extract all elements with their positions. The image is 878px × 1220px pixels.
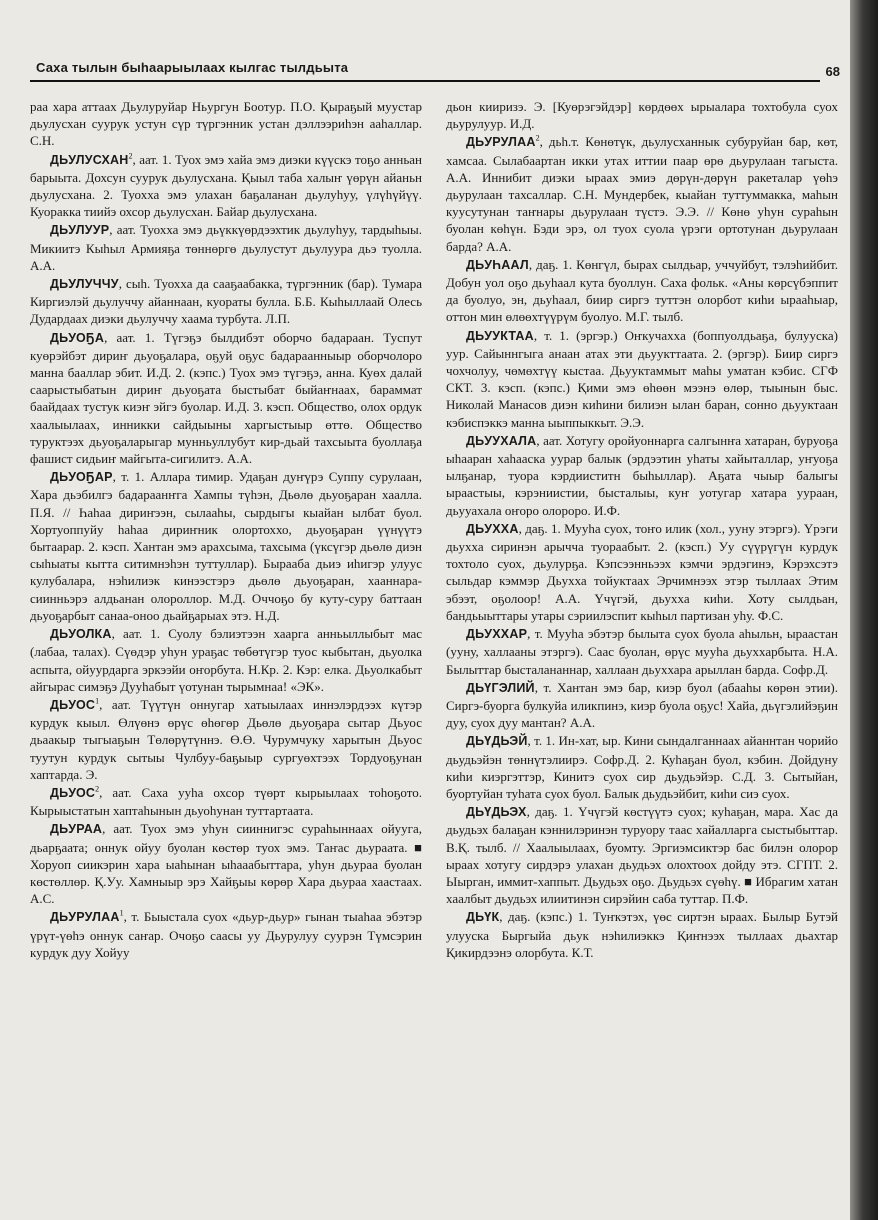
entry-text: , аат. Саха ууһа охсор түөрт кырыылаах тоһоҕото. Кырыыстатын хаптаһынын дьуоһунан туттартаата. [30,784,422,819]
entry-headword: ДЬУҺААЛ [466,257,529,272]
running-header [28,58,840,80]
dictionary-entry [30,468,422,624]
dictionary-entry [446,98,838,132]
dictionary-entry [30,98,422,150]
entry-headword: ДЬУРУЛАА [466,135,536,150]
homonym-number: 2 [535,134,540,144]
entry-text: , т. Хантан эмэ бар, киэр буол (абааһы көрөн этии). Сиргэ-буорга булкуйа иликпинэ, киэр буола оҕус! Хайа, дьүгэлийэҕин дуу, суох дуу мантан? А.А. [446,679,838,731]
entry-headword: ДЬҮК [466,910,500,925]
entry-text: , даҕ. 1. Мууһа суох, тоҥо илик (хол., ууну этэргэ). Үрэги дьухха сиринэн арычча туораабыт. 2. (кэсп.) Уу сүүрүгүн курдук тохтоло суох, дьулурҕа. Кэпсээнньээх кэмчи эрдэгинэ, Кэрэхсэтэ сыльдар кэммэр Дьухха тойуктаах Эрчимнээх этэр тыллаах Этим эбээт, оҕолоор! А.А. Үчүгэй, дьухха киһи. Хоту сылдьан, бандьыыттары утары сэриилэспит кыһыл партизан уһу. Ф.С. [446,520,838,623]
entry-headword: ДЬУОҔА [50,330,105,345]
entry-headword: ДЬУЛУЧЧУ [50,277,119,292]
entry-text: , даҕ. (кэпс.) 1. Туҥкэтэх, үөс сиртэн ырааx. Былыр Бутэй улууска Быргыйа дьук нэһилиэккэ Қиҥнээх тыллаах дьахтар Қикирдээнэ олорбута. К.Т. [446,909,838,960]
entry-headword: ДЬУУХАЛА [466,433,537,448]
header-title: Саха тылын быһаарыылаах кылгас тылдьыта [36,60,349,75]
entry-headword: ДЬУУКТАА [466,328,534,343]
dictionary-entry [446,803,838,907]
entry-text: , аат. Хотугу оройуоннарга салгынҥа хатаран, буруоҕа ыһааран хаһааска уурар балык (эрдээтин уһаты хайыталлар, уҥуоҕа ылҕанар, туора кэрдииститн быһыллар). Аҕата чыыр балыгы ырааcтыы, кэрэниистии, быcталыы, куҥ уотугар хатара уураан, дьууахала оҥоро олороро. И.Ф. [446,432,838,518]
dictionary-entry [446,908,838,961]
entry-text: , аат. 1. Түгэҕэ былдибэт оборчо бадараан. Туспут куөрэйбэт дириҥ дьуоҕалара, оҕуй оҕус бадараанныыр оборчолоро манна бааллар эбит. И.Д. 2. (кэпс.) Туох эмэ түгэҕэ, анна. Куөх далай саарыстыбатын дириҥ дьуоҕата быстыбат быйаҥнаах, бараммат баайдаах тустук киэҥ эйгэ буолар. И.Д. 3. кэсп. Общество, олох ордук хаалыылаах, инникки сайдыыны харгыстыыр өттө. Общество туруктээх дьуоҕаларыгар мунньуллубут кир-дьай тахсыыта буоллаҕа фашист сидьиҥ майгыта-сигилитэ. А.А. [30,329,422,467]
entry-text: , сыһ. Туохха да сааҕаабакка, түргэнник (бар). Тумара Киргиэлэй дьулуччу айаннаан, куораты булла. Б.Б. Кыһыллаай Олесь Дудардаах диэки дьулуччу хаама турбута. Л.П. [30,276,422,327]
dictionary-entry [30,221,422,274]
header-rule [30,80,820,82]
dictionary-entry [30,908,422,961]
entry-headword: ДЬУРАА [50,822,103,837]
entry-text: , даҕ. 1. Көнгүл, бырах сылдьар, уччуйбут, тэлэһийбит. Добун уол оҕо дьуһаал кута буоллун. Саха фольк. «Аны көрсүбэппит да буолуо, эн, дьуһаал, биир сиргэ туттэн олорбот киһи ырааһыар, оттон мин өлөөхтүүрүм буолуо. М.Г. тылб. [446,256,838,325]
entry-headword: ДЬҮДЬЭХ [466,805,527,820]
dictionary-entry [446,256,838,326]
entry-headword: ДЬУОС [50,785,96,800]
entry-headword: ДЬУОЛКА [50,627,112,642]
book-spine-shadow [850,0,878,1220]
entry-headword: ДЬУРУЛАА [50,910,120,925]
dictionary-entry [446,432,838,519]
entry-text: , даҕ. 1. Үчүгэй көстүүтэ суох; куһаҕан, мара. Хас да дьудьэх балаҕан кэннилэринэн туруору таас хайалларга сыстыбыттар. В.Қ. тылб. // Хаалыылаах, буомту. Эргиэмсиктэр бас билэн олорор ыраах хотугу сирдэрэ улахан дьудьэх олохтоох дойду этэ. СГПТ. 2. Ыырган, иммит-хаппыт. Дьудьэх оҕо. Дьудьэх сүөһү. ■ Ибрагим хатан хаалбыт дьудьэх илиитинэн сирэйин саба туттар. П.Ф. [446,804,838,907]
dictionary-entry [446,732,838,802]
entry-text: , аат. 1. Суолу бэлиэтээн хаарга анньыллыбыт мас (лабаа, талах). Сүөдэр уһун ураҕас төбөтүгэр туос кыбытан, дьуолка аспыта, ойуурдарга эркээйи оҥорбута. Н.Кр. 2. Кэр: елка. Дьуолкабыт айгырас симэҕэ Дууһабыт үотунан тырымнаа! «ЭК». [30,626,422,694]
page-number: 68 [825,64,840,79]
dictionary-entry [446,625,838,678]
entry-text: раа хара аттаах Дьулуруйар Ньургун Боотур. П.О. Қыраҕый муустар дьулусхан суурук устун сүр түргэнник устан дэллээриһэн ааһаллар. С.Н. [30,99,422,149]
entry-text: , аат. Туох эмэ уһун сииннигэс сураһыннаах ойууга, дьарҕаата; оннук ойуу буолан көстөр туох эмэ. Таҥас дьураата. ■ Хоруоп сиикэрин хара ыаһынан ыһааабыттара, уһун дьураа буолан көстөллөр. Қ.Уу. Хамныыр эрэ Хайҕыы көрөр Хара дьураа хаастаах. А.С. [30,821,422,907]
dictionary-entry [446,133,838,254]
dictionary-entry [30,784,422,819]
dictionary-entry [446,520,838,624]
dictionary-entry [30,275,422,328]
entry-headword: ДЬУОҔАР [50,470,113,485]
dictionary-entry [30,329,422,468]
left-column [30,98,422,962]
entry-text: , аат. 1. Туох эмэ хайа эмэ диэки күүскэ тоҕо анньан барыыта. Дохсун суурук дьулусхана. Қыыл таба халыҥ үөрүн айаньн дьулусхана. 2. Туохха эмэ улахан баҕаланан дьулуһуу, үлүһүйүү. Куоракка тиийэ охсор дьулусхан. Байар дьулусхана. [30,151,422,220]
entry-text: , т. Быыстала суох «дьур-дьур» гынан тыаһаа эбэтэр үрүт-үөһэ оннук саҥар. Очоҕо саасы уу Дьурулуу суурэн Түмсэрин курдук дуу Хойуу [30,909,422,960]
entry-headword: ДЬУХХАР [466,627,528,642]
homonym-number: 1 [95,696,100,706]
dictionary-entry [446,679,838,732]
homonym-number: 2 [128,151,133,161]
entry-text: , дьһ.т. Көнөтүк, дьулусханнык субуруйан бар, көт, хамсаа. Сылабаартан икки утах иттии паар өрө дьурулаан тагыста. А.А. Иннибит диэки ырааx эмиэ дөрүн-дөрүн ракеталар үөһэ дьурулаан тахсаллар. С.Н. Мундербек, кыайан туттуммакка, маһын куусутунан таҥнары дьурулаан түстэ. Э.Э. // Көнө уһун сураһын буолан көһүн. Бэди эрэ, ол туох суола үрэги ортотунан дьурулаан барда? А.А. [446,134,838,254]
dictionary-entry [30,820,422,907]
entry-headword: ДЬҮДЬЭЙ [466,734,528,749]
entry-headword: ДЬУЛУСХАН [50,152,129,167]
entry-headword: ДЬҮГЭЛИЙ [466,680,535,695]
entry-text: , т. 1. Ин-хат, ыр. Кини сындалганнаах айаннтан чорийо дьудьэйэн төннүтэлиирэ. Софр.Д. 2. Куһаҕан буол, кэбин. Дойдуну киһи киэргэттэр, Кинитэ суох сир дьудьэйэр. С.Д. 3. Сытыйан, буортуйан туһата суох буол. Балык дьудьэйбит, киһи сиэ суох. [446,733,838,801]
entry-headword: ДЬУЛУУР [50,223,110,238]
entry-headword: ДЬУОС [50,697,96,712]
dictionary-entry [30,625,422,695]
right-column [446,98,838,962]
entry-text: , аат. Туохха эмэ дьүккүөрдээхтик дьулуһуу, тардыһыы. Микиитэ Кыһыл Армияҕа төннөргө дьулустут дьулуура дьэ туолла. А.А. [30,222,422,273]
entry-text: дьон кииризэ. Э. [Куөрэгэйдэр] көрдөөх ырыалара тохтобула суох дьурулуур. И.Д. [446,99,838,132]
entry-text: , т. Мууһа эбэтэр былыта суох буола аһыльн, ырааcтан (ууну, халлааны этэргэ). Саас буолан, өрүс мууһа дьуххарбыта. Н.А. Былыттар быcталананнар, халлаан дьуххара арыллан барда. Софр.Д. [446,626,838,677]
entry-text: , аат. Түүтүн оннугар хатыылаах иннэлэрдээх күтэр курдук кыыл. Өлүөнэ өрүс өһөгөр Дьөлө дьуоҕара сытар Дьуос дьаакыр тыгыаҕын Төлөрүтүннэ. Ө.Ө. Чурумчуку харытын Дьуос туутун курдук сытыы Чулбуу-баҕыыр сургуөхтээх Тордуоҕунан хаптарда. Э. [30,696,422,782]
dictionary-entry [30,151,422,221]
homonym-number: 1 [119,909,124,919]
entry-headword: ДЬУХХА [466,521,519,536]
entry-text: , т. 1. (эргэр.) Оҥкучаххa (боппуолдьаҕа, булууска) уур. Сайыннгыга анаан атах эти дьуукттаата. 2. (эргэр). Биир сиргэ чохчолуу, чөмөхтүү кыстаа. Дьууктаммыт маһы уматан кэбис. СГФ СКТ. 3. кэсп. (кэпс.) Қими эмэ өһөөн мээнэ өлөр, тыынын быс. Николай Манасов диэн киһини билиэн ылан баран, сонно дьууктаан кэбиспэккэ манна ыыппыккыт. Э.Э. [446,327,838,430]
homonym-number: 2 [95,784,100,794]
dictionary-entry [30,696,422,783]
dictionary-entry [446,327,838,431]
entry-text: , т. 1. Аллара тимир. Удаҕан дуҥүрэ Суппу сурулаан, Хара дьэбилгэ бадараанҥга Хампы түһэн, Дьөлө дьуоҕаран хаалла. П.Я. // Һаһаа дириҥээн, сылааһы, сырдыгы кыайан ылбат буол. Хортуоппуйу һаһаа дириҥник олортоххо, дьуоҕаран үүнүүтэ бытаарар. 2. кэсп. Хантан эмэ арахсыма, тахсыма (үксүгэр дьөлө диэн сыһыаты кытта ситимнэһэн туттуллар). Быраабa дьиэ иһигэр улуус кулубалара, нэһилиэк кинээстэрэ дьөлө дьуоҕаран, хааннара-сиинньэрэ алдьанан олороллор. М.Д. Оччоҕо бу куту-суру баттаан дьуоҕарбыт санаа-онoo дьайҕарыах этэ. Н.Д. [30,469,422,623]
